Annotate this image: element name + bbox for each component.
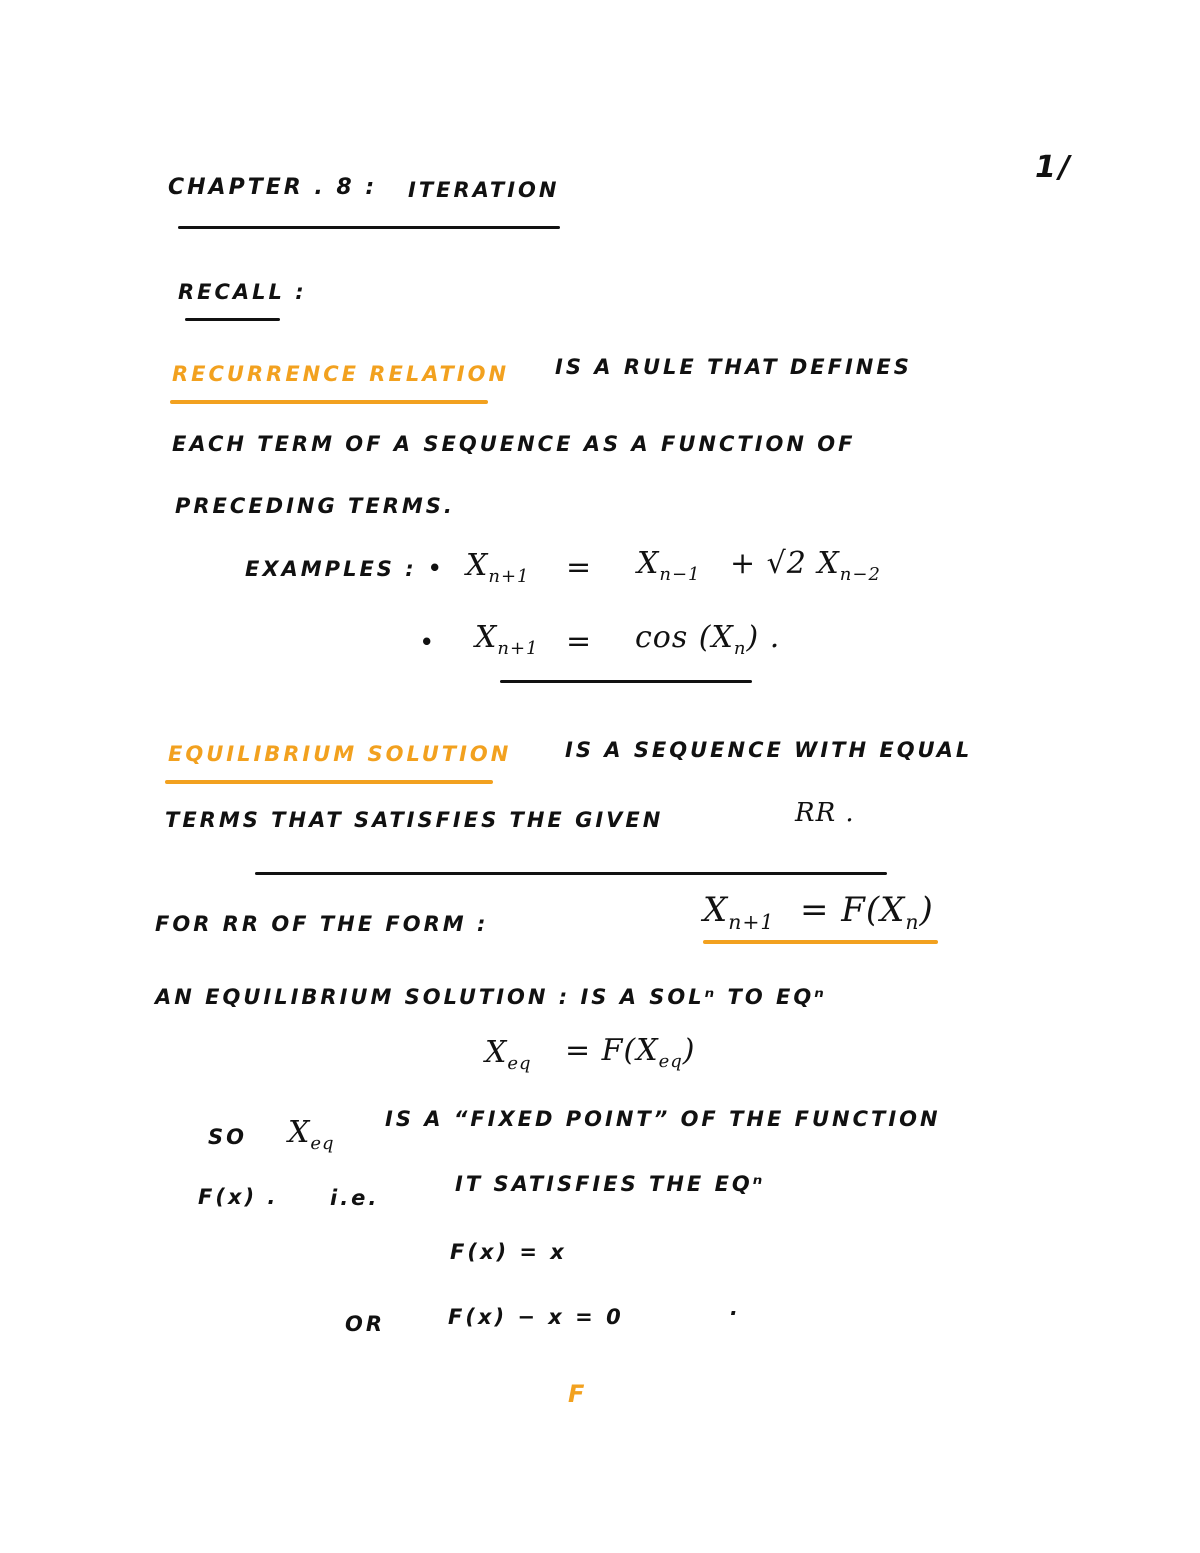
form-eq-lhs: $X_{n+1}$ (703, 890, 775, 934)
equilibrium-def-2: TERMS THAT SATISFIES THE GIVEN (165, 808, 664, 832)
fixed-point-eq-1: F(x) = x (450, 1240, 567, 1264)
page-number: 1/ (1035, 150, 1073, 185)
recurrence-underline (170, 400, 488, 404)
example-1-equals: = (566, 550, 593, 585)
example-1-lhs: $X_{n+1}$ (466, 548, 530, 587)
recurrence-def-2: EACH TERM OF A SEQUENCE AS A FUNCTION OF (172, 432, 856, 456)
example-1-rhs-b: + √2 $X_{n-2}$ (730, 546, 881, 585)
equilibrium-underline (165, 780, 493, 784)
recurrence-def-1: IS A RULE THAT DEFINES (555, 355, 912, 379)
recall-underline (185, 318, 280, 321)
fixed-point-or: OR (345, 1312, 386, 1336)
eq-solution-text: AN EQUILIBRIUM SOLUTION : IS A SOLⁿ TO EQⁿ (155, 985, 827, 1009)
fixed-point-eq-2: F(x) − x = 0 (448, 1305, 624, 1329)
fixed-point-def-2: IT SATISFIES THE EQⁿ (455, 1172, 766, 1196)
recurrence-def-3: PRECEDING TERMS. (175, 494, 455, 518)
fixed-point-ie: i.e. (330, 1186, 380, 1210)
fixed-point-dot: . (730, 1296, 741, 1320)
fixed-point-x: $X_{eq}$ (288, 1115, 335, 1154)
example-1-rhs-a: $X_{n-1}$ (637, 546, 701, 585)
equilibrium-def-1: IS A SEQUENCE WITH EQUAL (565, 738, 973, 762)
fixed-point-fx: F(x) . (198, 1185, 279, 1209)
recall-label: RECALL : (178, 280, 307, 304)
example-2-equals: = (566, 624, 593, 659)
example-2-lhs: $X_{n+1}$ (475, 620, 539, 659)
chapter-topic: ITERATION (408, 178, 560, 202)
chapter-label: CHAPTER . 8 : (168, 175, 378, 200)
form-eq-rhs: = $F(X_n)$ (800, 890, 934, 934)
examples-divider (500, 680, 752, 683)
example-2-bullet: • (420, 630, 437, 654)
example-2-rhs: $\cos (X_n)$ . (635, 620, 781, 659)
eq-solution-lhs: $X_{eq}$ (485, 1035, 532, 1074)
fixed-point-so: SO (208, 1125, 247, 1149)
form-eq-underline (703, 940, 938, 944)
fixed-point-def-1: IS A “FIXED POINT” OF THE FUNCTION (385, 1107, 941, 1131)
footer-mark: F (568, 1380, 588, 1408)
recurrence-term: RECURRENCE RELATION (172, 362, 510, 386)
eq-solution-rhs: = $F(X_{eq})$ (565, 1033, 696, 1072)
form-text: FOR RR OF THE FORM : (155, 912, 489, 936)
example-1-bullet: • (428, 556, 445, 580)
examples-label: EXAMPLES : (245, 557, 417, 581)
title-underline (178, 226, 560, 229)
section-divider (255, 872, 887, 875)
equilibrium-term: EQUILIBRIUM SOLUTION (168, 742, 512, 766)
equilibrium-def-rr: RR . (795, 798, 855, 828)
